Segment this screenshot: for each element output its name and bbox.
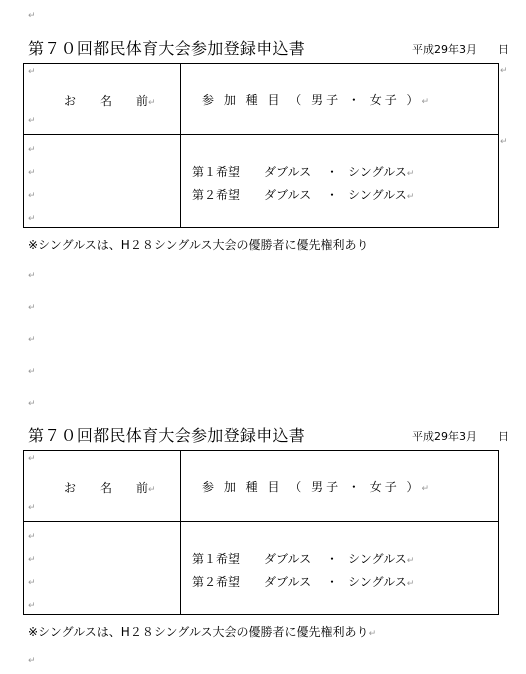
form-date: 平成29年3月: [412, 43, 477, 56]
second-choice-row: 第２希望 ダブルス ・ シングルス↵: [192, 188, 415, 202]
paragraph-mark: ↵: [28, 11, 36, 21]
event-header: 参 加 種 目 （ 男子 ・ 女子 ）↵: [202, 480, 430, 494]
column-divider: [180, 64, 181, 227]
paragraph-mark: ↵: [500, 137, 508, 147]
paragraph-mark: ↵: [28, 214, 36, 224]
form-title: 第７０回都民体育大会参加登録申込書: [28, 39, 306, 58]
paragraph-mark: ↵: [28, 335, 36, 345]
entry-table: [23, 450, 499, 615]
paragraph-mark: ↵: [28, 116, 36, 126]
first-choice-row: 第１希望 ダブルス ・ シングルス↵: [192, 165, 415, 179]
paragraph-mark: ↵: [28, 555, 36, 565]
first-choice-row: 第１希望 ダブルス ・ シングルス↵: [192, 552, 415, 566]
paragraph-mark: ↵: [28, 191, 36, 201]
paragraph-mark: ↵: [28, 656, 36, 666]
paragraph-mark: ↵: [28, 145, 36, 155]
paragraph-mark: ↵: [500, 66, 508, 76]
entry-table: [23, 63, 499, 228]
name-header: お 名 前↵: [64, 481, 156, 495]
second-choice-row: 第２希望 ダブルス ・ シングルス↵: [192, 575, 415, 589]
paragraph-mark: ↵: [28, 168, 36, 178]
name-header: お 名 前↵: [64, 94, 156, 108]
paragraph-mark: ↵: [28, 399, 36, 409]
singles-note: ※シングルスは、H２８シングルス大会の優勝者に優先権利あり: [28, 238, 369, 252]
paragraph-mark: ↵: [28, 367, 36, 377]
paragraph-mark: ↵: [28, 271, 36, 281]
form-title: 第７０回都民体育大会参加登録申込書: [28, 426, 306, 445]
paragraph-mark: ↵: [28, 503, 36, 513]
paragraph-mark: ↵: [28, 532, 36, 542]
paragraph-mark: ↵: [28, 454, 36, 464]
form-day: 日: [498, 43, 509, 56]
singles-note: ※シングルスは、H２８シングルス大会の優勝者に優先権利あり↵: [28, 625, 377, 639]
paragraph-mark: ↵: [28, 578, 36, 588]
column-divider: [180, 451, 181, 614]
paragraph-mark: ↵: [28, 601, 36, 611]
paragraph-mark: ↵: [28, 303, 36, 313]
paragraph-mark: ↵: [28, 67, 36, 77]
form-day: 日: [498, 430, 509, 443]
form-date: 平成29年3月: [412, 430, 477, 443]
event-header: 参 加 種 目 （ 男子 ・ 女子 ）↵: [202, 93, 430, 107]
